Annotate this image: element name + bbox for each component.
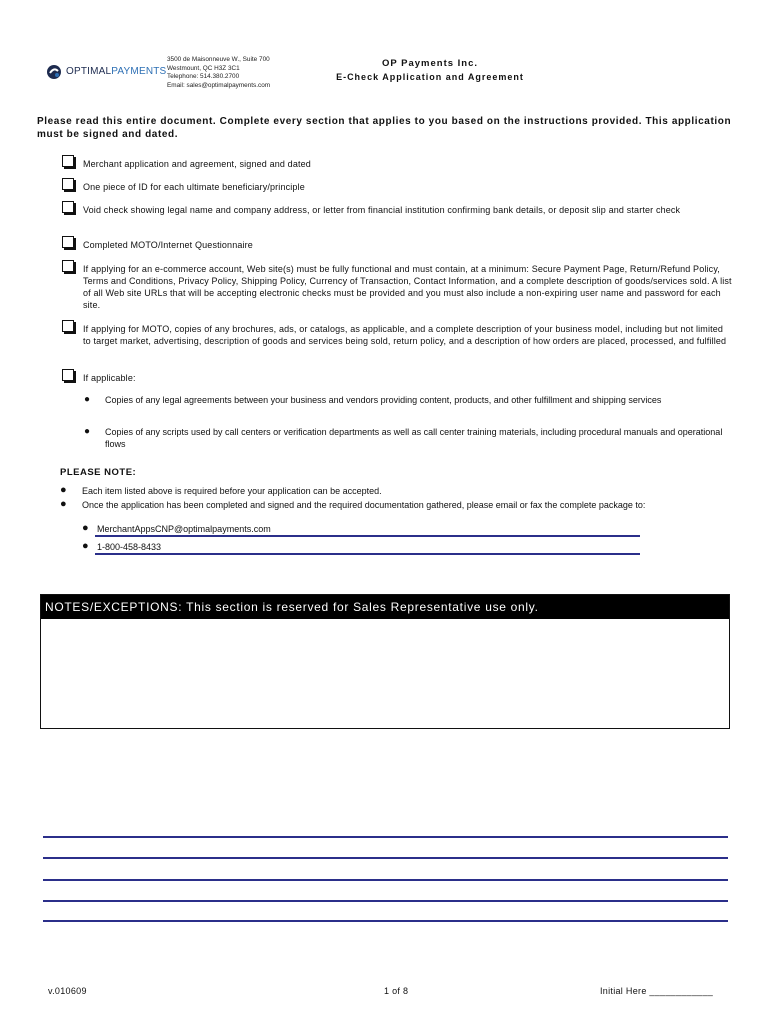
company-address	[167, 56, 270, 90]
checklist-item-label: Merchant application and agreement, signed and dated	[83, 159, 311, 169]
notes-header: NOTES/EXCEPTIONS: This section is reserved for Sales Representative use only.	[41, 595, 729, 619]
bullet-icon: ●	[60, 498, 67, 510]
please-note-heading: PLEASE NOTE:	[60, 467, 137, 478]
checkbox[interactable]	[62, 369, 74, 381]
version-label: v.010609	[48, 986, 87, 996]
checklist-item-label: If applying for MOTO, copies of any brochures, ads, or catalogs, as applicable, and a complete description of your business model, including but not limited to target market, advertising, description of goods and services being sold, return policy, and a description of how orders are placed, processed, and fulfilled	[83, 324, 727, 346]
address-line: Email: sales@optimalpayments.com	[167, 81, 271, 89]
notes-exceptions-box[interactable]	[40, 594, 730, 729]
sub-list-item-label: Copies of any legal agreements between your business and vendors providing content, products, and other fulfillment and shipping services	[105, 395, 662, 405]
bullet-icon: ●	[60, 484, 67, 496]
contact-email[interactable]: MerchantAppsCNP@optimalpayments.com	[97, 524, 271, 534]
checklist-item-label: Completed MOTO/Internet Questionnaire	[83, 240, 253, 250]
checkbox[interactable]	[62, 178, 74, 190]
page-number: 1 of 8	[384, 986, 409, 996]
underline	[95, 553, 640, 555]
checklist-item-label: If applicable:	[83, 373, 136, 383]
writing-line[interactable]	[43, 900, 728, 902]
checkbox[interactable]	[62, 260, 74, 272]
checkbox[interactable]	[62, 236, 74, 248]
logo-text-a: OPTIMAL	[66, 66, 112, 77]
note-item-label: Once the application has been completed and signed and the required documentation gathered, please email or fax the complete package to:	[82, 500, 646, 510]
checklist-item-label: One piece of ID for each ultimate beneficiary/principle	[83, 182, 305, 192]
address-line: Telephone: 514.380.2700	[167, 73, 240, 81]
writing-line[interactable]	[43, 920, 728, 922]
logo-mark-icon	[46, 64, 62, 80]
instructions-text: Please read this entire document. Complete every section that applies to you based on the instructions provided. This application must be signed and dated.	[37, 116, 732, 140]
bullet-icon: ●	[82, 540, 89, 552]
logo-text-b: PAYMENTS	[111, 66, 167, 77]
bullet-icon: ●	[82, 522, 89, 534]
bullet-icon: ●	[84, 394, 91, 405]
initial-here-field[interactable]: Initial Here ____________	[600, 986, 714, 996]
checkbox[interactable]	[62, 320, 74, 332]
checkbox[interactable]	[62, 201, 74, 213]
writing-line[interactable]	[43, 857, 728, 859]
optimal-payments-logo	[46, 62, 167, 84]
address-line: Westmount, QC H3Z 3C1	[167, 64, 240, 72]
checklist-item-label: If applying for an e-commerce account, Web site(s) must be fully functional and must contain, at a minimum: Secure Payment Page, Return/Refund Policy, Terms and Conditions, Privacy Policy, Shipping Policy, Currency of Transaction, Contact Information, and a complete description of goods/services sold. A list of all Web site URLs that will be accepting electronic checks must be provided and you must also include a non-expiring user name and password for each site.	[83, 264, 732, 310]
note-item-label: Each item listed above is required before your application can be accepted.	[82, 486, 382, 496]
contact-fax: 1-800-458-8433	[97, 542, 162, 552]
writing-line[interactable]	[43, 836, 728, 838]
underline	[95, 535, 640, 537]
company-name: OP Payments Inc.	[381, 58, 479, 69]
checkbox[interactable]	[62, 155, 74, 167]
checklist-item-label: Void check showing legal name and company address, or letter from financial institution confirming bank details, or deposit slip and starter check	[83, 205, 681, 215]
sub-list-item-label: Copies of any scripts used by call centers or verification departments as well as call center training materials, including procedural manuals and operational flows	[105, 427, 723, 449]
title-block	[330, 58, 530, 82]
writing-line[interactable]	[43, 879, 728, 881]
document-title: E-Check Application and Agreement	[336, 72, 524, 82]
address-line: 3500 de Maisonneuve W., Suite 700	[167, 56, 270, 63]
bullet-icon: ●	[84, 426, 91, 437]
